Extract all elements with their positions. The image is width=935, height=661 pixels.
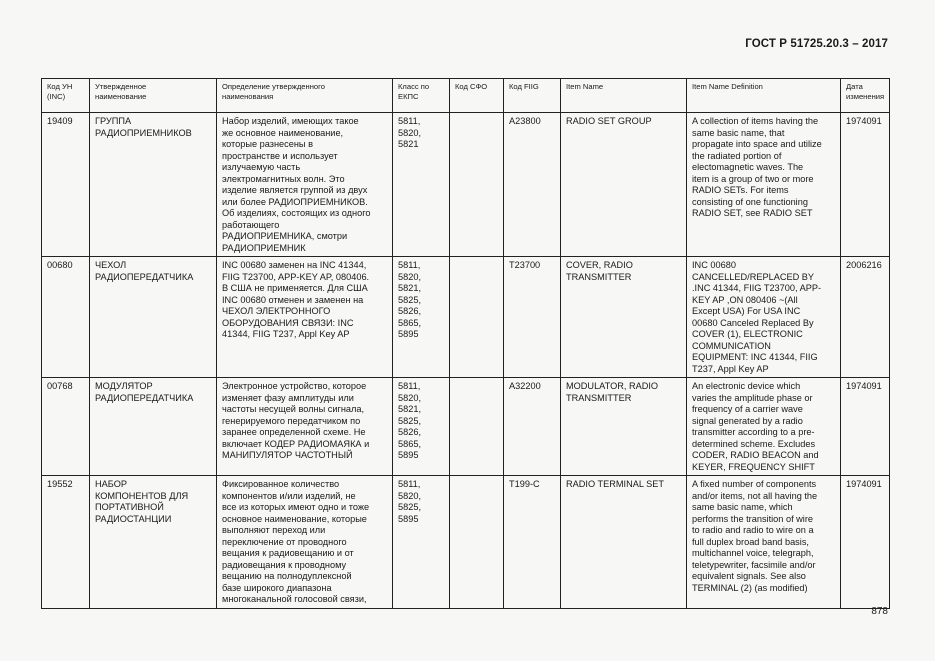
cell-name-definition: Электронное устройство, которое изменяет фазу амплитуды или частоты несущей волны сигнала, генерируемого передатчиком по заранее определенной схеме. Не включает КОДЕР РАДИОМАЯКА и МАНИПУЛЯТОР ЧАСТОТНЫЙ — [217, 378, 393, 476]
column-header-inc: Код УН (INC) — [42, 79, 90, 113]
cell-inc: 00680 — [42, 257, 90, 378]
cell-name-definition: Набор изделий, имеющих такое же основное наименование, которые разнесены в пространстве и использует излучаемую часть электромагнитных волн. Это изделие является группой из двух или более РАДИОПРИЕМНИКОВ. Об изделиях, состоящих из одного работающего РАДИОПРИЕМНИКА, смотри РАДИОПРИЕМНИК — [217, 113, 393, 257]
cell-approved-name: ГРУППА РАДИОПРИЕМНИКОВ — [90, 113, 217, 257]
cell-item-name: RADIO TERMINAL SET — [561, 476, 687, 609]
column-header-change-date: Дата изменения — [841, 79, 890, 113]
cell-ekps-class: 5811, 5820, 5821, 5825, 5826, 5865, 5895 — [393, 257, 450, 378]
cell-fiig-code: T199-C — [504, 476, 561, 609]
table-row — [42, 476, 890, 609]
cell-item-name-definition: INC 00680 CANCELLED/REPLACED BY .INC 41344, FIIG T23700, APP- KEY AP ,ON 080406 ~(All Except USA) For USA INC 00680 Canceled Replaced By COVER (1), ELECTRONIC COMMUNICATION EQUIPMENT: INC 41344, FIIG T237, Appl Key AP — [687, 257, 841, 378]
table-row — [42, 257, 890, 378]
cell-fiig-code: A32200 — [504, 378, 561, 476]
cell-sfo-code — [450, 113, 504, 257]
cell-approved-name: ЧЕХОЛ РАДИОПЕРЕДАТЧИКА — [90, 257, 217, 378]
cell-change-date: 1974091 — [841, 113, 890, 257]
cell-sfo-code — [450, 378, 504, 476]
cell-sfo-code — [450, 476, 504, 609]
cell-name-definition: INC 00680 заменен на INC 41344, FIIG T23700, APP-KEY AP, 080406. В США не применяется. Для США INC 00680 отменен и заменен на ЧЕХОЛ ЭЛЕКТРОННОГО ОБОРУДОВАНИЯ СВЯЗИ: INC 41344, FIIG T237, Appl Key AP — [217, 257, 393, 378]
cell-item-name: RADIO SET GROUP — [561, 113, 687, 257]
cell-item-name-definition: A collection of items having the same basic name, that propagate into space and utilize the radiated portion of electomagnetic waves. The item is a group of two or more RADIO SETs. For items consisting of one functioning RADIO SET, see RADIO SET — [687, 113, 841, 257]
cell-fiig-code: A23800 — [504, 113, 561, 257]
column-header-ekps-class: Класс по ЕКПС — [393, 79, 450, 113]
table-row — [42, 378, 890, 476]
catalog-table — [41, 78, 890, 609]
cell-item-name: MODULATOR, RADIO TRANSMITTER — [561, 378, 687, 476]
cell-item-name: COVER, RADIO TRANSMITTER — [561, 257, 687, 378]
column-header-approved-name: Утвержденное наименование — [90, 79, 217, 113]
table-row — [42, 113, 890, 257]
cell-item-name-definition: An electronic device which varies the amplitude phase or frequency of a carrier wave signal generated by a radio transmitter according to a pre- determined scheme. Excludes CODER, RADIO BEACON and KEYER, FREQUENCY SHIFT — [687, 378, 841, 476]
cell-change-date: 1974091 — [841, 378, 890, 476]
cell-inc: 00768 — [42, 378, 90, 476]
column-header-item-name: Item Name — [561, 79, 687, 113]
cell-ekps-class: 5811, 5820, 5825, 5895 — [393, 476, 450, 609]
document-standard-id: ГОСТ Р 51725.20.3 – 2017 — [745, 38, 888, 50]
cell-name-definition: Фиксированное количество компонентов и/или изделий, не все из которых имеют одно и тоже основное наименование, которые выполняют переход или переключение от проводного вещания к радиовещанию и от радиовещания к проводному вещанию на полнодуплексной базе широкого диапазона многоканальной голосовой связи, — [217, 476, 393, 609]
cell-sfo-code — [450, 257, 504, 378]
cell-approved-name: НАБОР КОМПОНЕНТОВ ДЛЯ ПОРТАТИВНОЙ РАДИОСТАНЦИИ — [90, 476, 217, 609]
column-header-name-definition: Определение утвержденного наименования — [217, 79, 393, 113]
cell-ekps-class: 5811, 5820, 5821 — [393, 113, 450, 257]
cell-fiig-code: T23700 — [504, 257, 561, 378]
column-header-item-name-definition: Item Name Definition — [687, 79, 841, 113]
table-header-row — [42, 79, 890, 113]
cell-ekps-class: 5811, 5820, 5821, 5825, 5826, 5865, 5895 — [393, 378, 450, 476]
column-header-fiig-code: Код FIIG — [504, 79, 561, 113]
page-number: 878 — [871, 606, 888, 617]
cell-change-date: 2006216 — [841, 257, 890, 378]
column-header-sfo-code: Код СФО — [450, 79, 504, 113]
cell-item-name-definition: A fixed number of components and/or items, not all having the same basic name, which performs the transition of wire to radio and radio to wire on a full duplex broad band basis, multichannel voice, telegraph, teletypewriter, facsimile and/or equivalent signals. See also TERMINAL (2) (as modified) — [687, 476, 841, 609]
cell-approved-name: МОДУЛЯТОР РАДИОПЕРЕДАТЧИКА — [90, 378, 217, 476]
cell-change-date: 1974091 — [841, 476, 890, 609]
cell-inc: 19409 — [42, 113, 90, 257]
cell-inc: 19552 — [42, 476, 90, 609]
